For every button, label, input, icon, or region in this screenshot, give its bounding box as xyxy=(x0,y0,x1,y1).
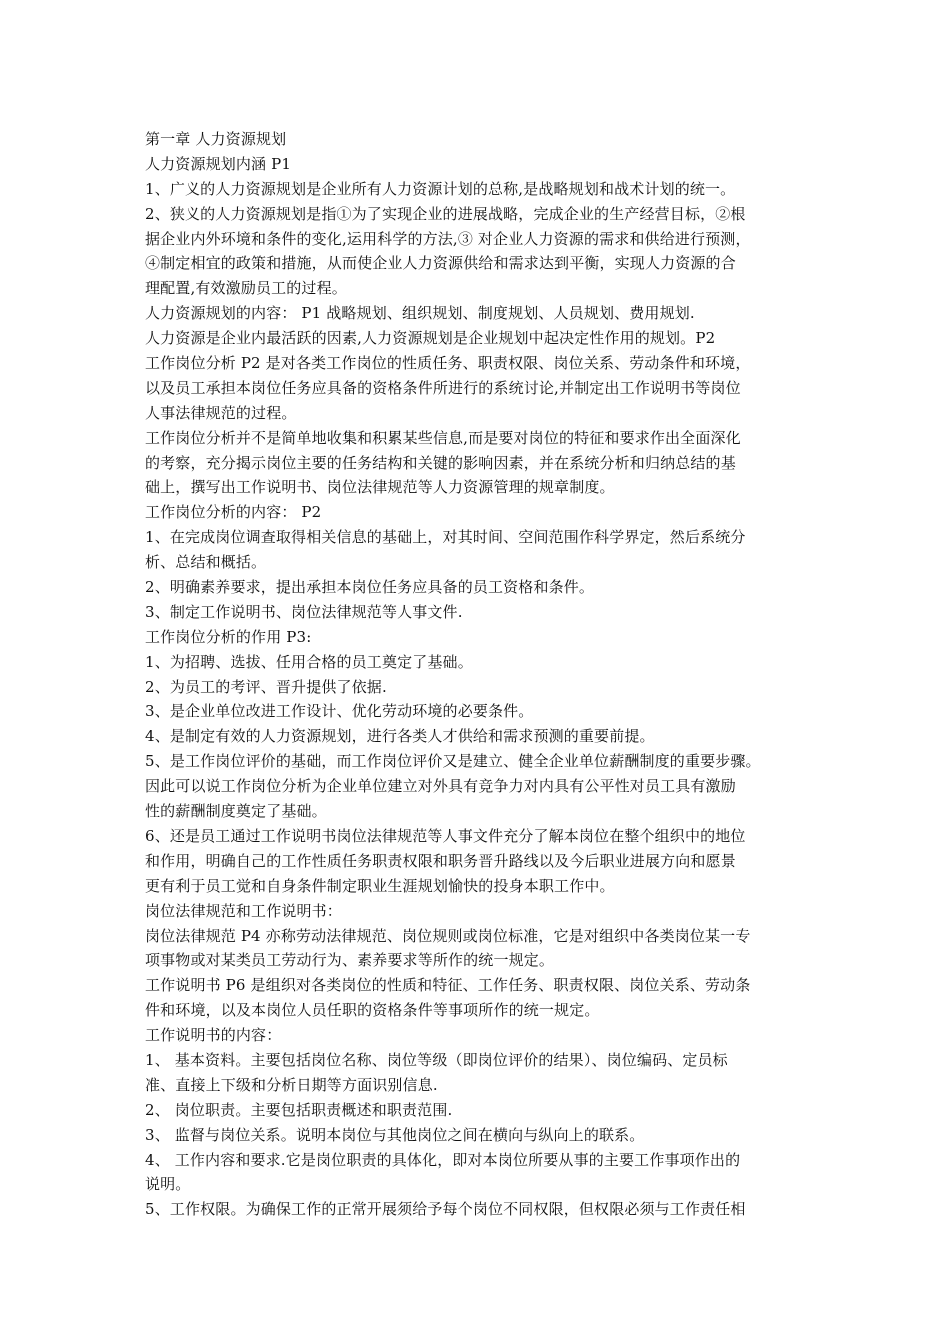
list-item: 性的薪酬制度奠定了基础。 xyxy=(145,802,327,821)
chapter-title: 第一章 人力资源规划 xyxy=(145,130,287,148)
paragraph-line: 人力资源是企业内最活跃的因素,人力资源规划是企业规划中起决定性作用的规划。P2 xyxy=(145,329,716,348)
section-heading: 工作岗位分析的内容： P2 xyxy=(145,503,322,522)
paragraph-line: 人事法律规范的过程。 xyxy=(145,403,297,422)
paragraph-line: 岗位法律规范 P4 亦称劳动法律规范、岗位规则或岗位标准，它是对组织中各类岗位某一专 xyxy=(145,926,751,945)
section-heading: 人力资源规划的内容： P1 战略规划、组织规划、制度规划、人员规划、费用规划. xyxy=(145,304,695,323)
list-item: 2、为员工的考评、晋升提供了依据. xyxy=(145,677,387,696)
paragraph-line: 工作说明书 P6 是组织对各类岗位的性质和特征、工作任务、职责权限、岗位关系、劳动条 xyxy=(145,976,751,995)
section-heading: 工作说明书的内容： xyxy=(145,1026,282,1045)
list-item: 准、直接上下级和分析日期等方面识别信息. xyxy=(145,1075,438,1094)
list-item: 更有利于员工觉和自身条件制定职业生涯规划愉快的投身本职工作中。 xyxy=(145,876,615,895)
list-item: 说明。 xyxy=(145,1175,191,1194)
document-body xyxy=(145,127,815,1222)
list-item: 2、 岗位职责。主要包括职责概述和职责范围. xyxy=(145,1100,453,1119)
list-item: 1、在完成岗位调查取得相关信息的基础上，对其时间、空间范围作科学界定，然后系统分 xyxy=(145,528,746,547)
list-item: 4、是制定有效的人力资源规划，进行各类人才供给和需求预测的重要前提。 xyxy=(145,727,655,746)
paragraph-line: 1、广义的人力资源规划是企业所有人力资源计划的总称,是战略规划和战术计划的统一。 xyxy=(145,179,736,198)
paragraph-line: 工作岗位分析 P2 是对各类工作岗位的性质任务、职责权限、岗位关系、劳动条件和环境， xyxy=(145,354,751,373)
list-item: 3、 监督与岗位关系。说明本岗位与其他岗位之间在横向与纵向上的联系。 xyxy=(145,1125,645,1144)
list-item: 3、是企业单位改进工作设计、优化劳动环境的必要条件。 xyxy=(145,702,534,721)
list-item: 2、明确素养要求，提出承担本岗位任务应具备的员工资格和条件。 xyxy=(145,578,595,597)
paragraph-line: 的考察，充分揭示岗位主要的任务结构和关键的影响因素，并在系统分析和归纳总结的基 xyxy=(145,453,736,472)
paragraph-line: 础上，撰写出工作说明书、岗位法律规范等人力资源管理的规章制度。 xyxy=(145,478,615,497)
section-heading: 岗位法律规范和工作说明书： xyxy=(145,901,342,920)
section-heading: 工作岗位分析的作用 P3: xyxy=(145,627,312,646)
paragraph-line: 以及员工承担本岗位任务应具备的资格条件所进行的系统讨论,并制定出工作说明书等岗位 xyxy=(145,378,741,397)
list-item: 析、总结和概括。 xyxy=(145,553,267,572)
section-heading: 人力资源规划内涵 P1 xyxy=(145,154,292,173)
list-item: 1、为招聘、选拔、任用合格的员工奠定了基础。 xyxy=(145,652,473,671)
list-item: 4、 工作内容和要求.它是岗位职责的具体化，即对本岗位所要从事的主要工作事项作出的 xyxy=(145,1150,741,1169)
paragraph-line: 件和环境，以及本岗位人员任职的资格条件等事项所作的统一规定。 xyxy=(145,1001,600,1020)
paragraph-line: 理配置,有效激励员工的过程。 xyxy=(145,279,347,298)
paragraph-line: 据企业内外环境和条件的变化,运用科学的方法,③ 对企业人力资源的需求和供给进行预测， xyxy=(145,229,751,248)
list-item: 6、还是员工通过工作说明书岗位法律规范等人事文件充分了解本岗位在整个组织中的地位 xyxy=(145,826,746,845)
paragraph-line: ④制定相宜的政策和措施，从而使企业人力资源供给和需求达到平衡，实现人力资源的合 xyxy=(145,254,736,273)
paragraph-line: 2、狭义的人力资源规划是指①为了实现企业的进展战略，完成企业的生产经营目标，②根 xyxy=(145,204,746,223)
paragraph-line: 项事物或对某类员工劳动行为、素养要求等所作的统一规定。 xyxy=(145,951,555,970)
list-item: 和作用，明确自己的工作性质任务职责权限和职务晋升路线以及今后职业进展方向和愿景 xyxy=(145,851,736,870)
list-item: 5、工作权限。为确保工作的正常开展须给予每个岗位不同权限，但权限必须与工作责任相 xyxy=(145,1200,746,1219)
paragraph-line: 工作岗位分析并不是简单地收集和积累某些信息,而是要对岗位的特征和要求作出全面深化 xyxy=(145,428,741,447)
list-item: 3、制定工作说明书、岗位法律规范等人事文件. xyxy=(145,602,463,621)
list-item: 5、是工作岗位评价的基础，而工作岗位评价又是建立、健全企业单位薪酬制度的重要步骤。 xyxy=(145,752,761,771)
list-item: 1、 基本资料。主要包括岗位名称、岗位等级（即岗位评价的结果）、岗位编码、定员标 xyxy=(145,1050,728,1069)
list-item: 因此可以说工作岗位分析为企业单位建立对外具有竞争力对内具有公平性对员工具有激励 xyxy=(145,777,736,796)
